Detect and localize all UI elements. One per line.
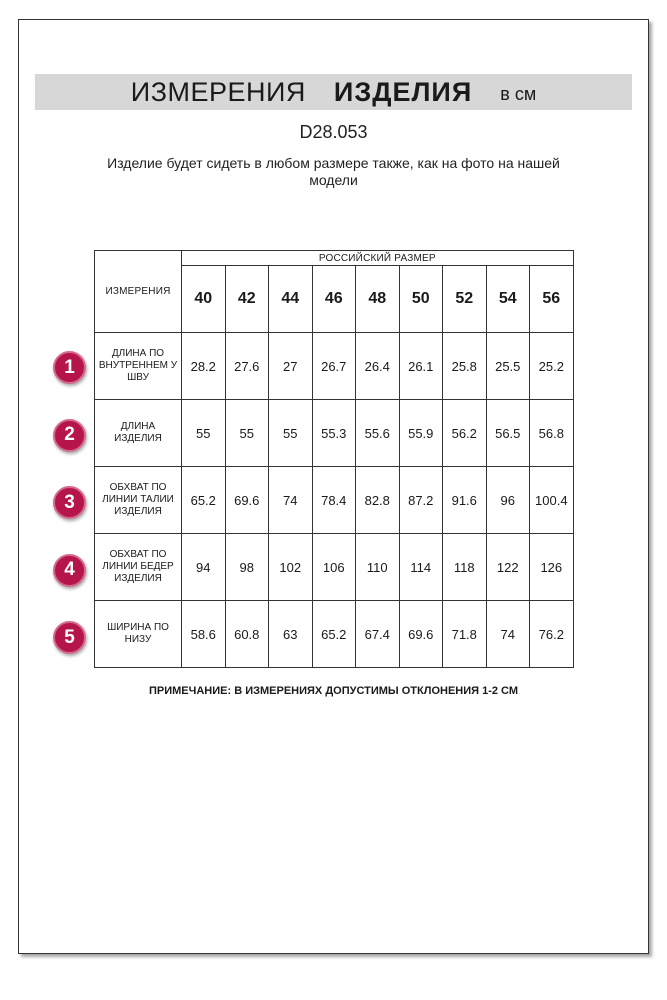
- size-table-body: [95, 333, 574, 668]
- value-cell: 82.8: [356, 467, 400, 534]
- value-cell: 55.6: [356, 400, 400, 467]
- title-bar: [35, 74, 632, 110]
- value-cell: 60.8: [225, 601, 269, 668]
- table-row: [95, 534, 574, 601]
- value-cell: 63: [269, 601, 313, 668]
- value-cell: 71.8: [443, 601, 487, 668]
- value-cell: 114: [399, 534, 443, 601]
- value-cell: 65.2: [182, 467, 226, 534]
- row-number-badge: 2: [53, 419, 86, 452]
- table-row: [95, 400, 574, 467]
- title-measurements: ИЗМЕРЕНИЯ: [130, 76, 306, 107]
- value-cell: 69.6: [399, 601, 443, 668]
- value-cell: 87.2: [399, 467, 443, 534]
- value-cell: 55: [269, 400, 313, 467]
- row-label: ДЛИНА ПО ВНУТРЕННЕМ У ШВУ: [95, 333, 182, 400]
- value-cell: 91.6: [443, 467, 487, 534]
- value-cell: 56.5: [486, 400, 530, 467]
- value-cell: 78.4: [312, 467, 356, 534]
- title-product: ИЗДЕЛИЯ: [333, 76, 473, 107]
- row-number-badge: 5: [53, 621, 86, 654]
- value-cell: 76.2: [530, 601, 574, 668]
- value-cell: 55.9: [399, 400, 443, 467]
- value-cell: 67.4: [356, 601, 400, 668]
- value-cell: 94: [182, 534, 226, 601]
- size-header-40: 40: [182, 266, 226, 333]
- value-cell: 27.6: [225, 333, 269, 400]
- size-header-46: 46: [312, 266, 356, 333]
- value-cell: 126: [530, 534, 574, 601]
- table-row: [95, 333, 574, 400]
- value-cell: 74: [269, 467, 313, 534]
- value-cell: 98: [225, 534, 269, 601]
- size-header-48: 48: [356, 266, 400, 333]
- value-cell: 55: [225, 400, 269, 467]
- measurements-header: [95, 251, 182, 333]
- size-header-54: 54: [486, 266, 530, 333]
- value-cell: 25.2: [530, 333, 574, 400]
- row-number-badge: 1: [53, 351, 86, 384]
- value-cell: 74: [486, 601, 530, 668]
- value-cell: 65.2: [312, 601, 356, 668]
- value-cell: 55.3: [312, 400, 356, 467]
- value-cell: 102: [269, 534, 313, 601]
- value-cell: 122: [486, 534, 530, 601]
- russian-size-header: РОССИЙСКИЙ РАЗМЕР: [182, 251, 574, 266]
- value-cell: 26.4: [356, 333, 400, 400]
- value-cell: 28.2: [182, 333, 226, 400]
- table-row: [95, 467, 574, 534]
- measurements-header-label: ИЗМЕРЕНИЯ: [105, 286, 171, 297]
- row-number-badge: 3: [53, 486, 86, 519]
- value-cell: 27: [269, 333, 313, 400]
- value-cell: 25.5: [486, 333, 530, 400]
- value-cell: 56.8: [530, 400, 574, 467]
- value-cell: 25.8: [443, 333, 487, 400]
- size-table: [94, 250, 574, 668]
- value-cell: 110: [356, 534, 400, 601]
- value-cell: 26.7: [312, 333, 356, 400]
- size-header-44: 44: [269, 266, 313, 333]
- row-number-badge: 4: [53, 554, 86, 587]
- table-row: [95, 601, 574, 668]
- value-cell: 96: [486, 467, 530, 534]
- value-cell: 69.6: [225, 467, 269, 534]
- size-header-56: 56: [530, 266, 574, 333]
- row-label: ДЛИНА ИЗДЕЛИЯ: [95, 400, 182, 467]
- value-cell: 118: [443, 534, 487, 601]
- title-unit: в см: [500, 83, 537, 104]
- value-cell: 26.1: [399, 333, 443, 400]
- tolerance-note: ПРИМЕЧАНИЕ: В ИЗМЕРЕНИЯХ ДОПУСТИМЫ ОТКЛОНЕНИЯ 1-2 СМ: [148, 685, 519, 697]
- row-label: ОБХВАТ ПО ЛИНИИ ТАЛИИ ИЗДЕЛИЯ: [95, 467, 182, 534]
- size-header-52: 52: [443, 266, 487, 333]
- row-label: ШИРИНА ПО НИЗУ: [95, 601, 182, 668]
- size-header-42: 42: [225, 266, 269, 333]
- fit-note: Изделие будет сидеть в любом размере также, как на фото на нашей модели: [107, 155, 560, 188]
- value-cell: 56.2: [443, 400, 487, 467]
- value-cell: 58.6: [182, 601, 226, 668]
- article-code: D28.053: [299, 122, 368, 142]
- size-header-50: 50: [399, 266, 443, 333]
- value-cell: 55: [182, 400, 226, 467]
- row-label: ОБХВАТ ПО ЛИНИИ БЕДЕР ИЗДЕЛИЯ: [95, 534, 182, 601]
- value-cell: 100.4: [530, 467, 574, 534]
- value-cell: 106: [312, 534, 356, 601]
